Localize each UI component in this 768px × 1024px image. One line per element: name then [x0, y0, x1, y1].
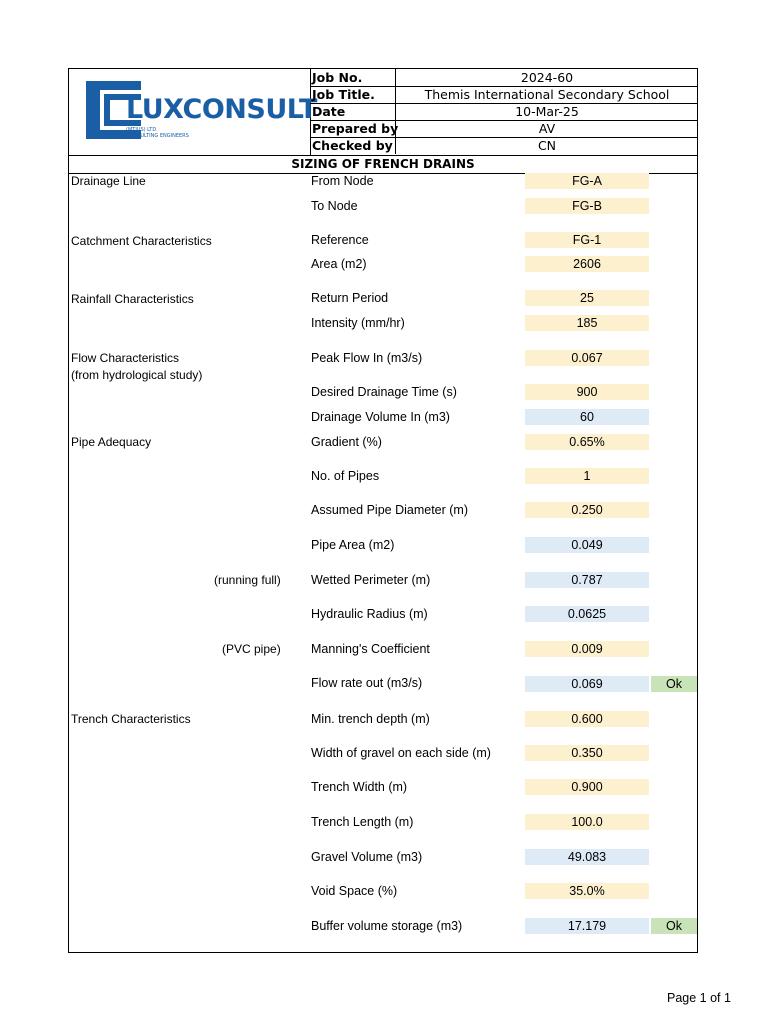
row-value-area: 2606: [525, 256, 649, 272]
section-pipe-adequacy: Pipe Adequacy: [71, 435, 152, 449]
header-row-job-no: [310, 69, 697, 87]
row-label-drainage-time: Desired Drainage Time (s): [311, 385, 457, 399]
note-pvc-pipe: (PVC pipe): [222, 642, 281, 656]
section-catchment: Catchment Characteristics: [71, 234, 212, 248]
row-value-trench-length: 100.0: [525, 814, 649, 830]
row-value-wetted-perimeter: 0.787: [525, 572, 649, 588]
row-value-pipe-area: 0.049: [525, 537, 649, 553]
row-value-intensity: 185: [525, 315, 649, 331]
logo-subtitle-line2: CONSULTING ENGINEERS: [126, 133, 189, 139]
section-flow-source: (from hydrological study): [71, 368, 203, 382]
row-label-buffer-volume: Buffer volume storage (m3): [311, 919, 463, 933]
page-number: Page 1 of 1: [667, 991, 731, 1005]
row-label-void-space: Void Space (%): [311, 884, 398, 898]
header-value: Themis International Secondary School: [395, 86, 698, 103]
header-row-job-title: [310, 86, 697, 104]
row-label-manning-coefficient: Manning's Coefficient: [311, 642, 430, 656]
row-value-gradient: 0.65%: [525, 434, 649, 450]
header-row-prepared-by: [310, 120, 697, 138]
logo-subtitle: [126, 127, 189, 139]
row-label-pipe-area: Pipe Area (m2): [311, 538, 395, 552]
row-label-gravel-width: Width of gravel on each side (m): [311, 746, 491, 760]
buffer-check-badge: Ok: [651, 918, 697, 934]
row-value-flow-rate-out: 0.069: [525, 676, 649, 692]
header-label: Job No.: [312, 70, 363, 85]
flow-check-badge: Ok: [651, 676, 697, 692]
row-value-drainage-time: 900: [525, 384, 649, 400]
calc-sheet: [68, 68, 698, 953]
row-value-manning-coefficient: 0.009: [525, 641, 649, 657]
row-label-wetted-perimeter: Wetted Perimeter (m): [311, 573, 431, 587]
row-label-gravel-volume: Gravel Volume (m3): [311, 850, 423, 864]
section-drainage-line: Drainage Line: [71, 174, 146, 188]
row-label-peak-flow: Peak Flow In (m3/s): [311, 351, 423, 365]
header-row-date: [310, 103, 697, 121]
header-label: Checked by: [312, 138, 393, 153]
header-value: AV: [395, 120, 698, 137]
row-label-area: Area (m2): [311, 257, 367, 271]
row-value-peak-flow: 0.067: [525, 350, 649, 366]
row-label-min-trench-depth: Min. trench depth (m): [311, 712, 430, 726]
row-value-min-trench-depth: 0.600: [525, 711, 649, 727]
row-label-no-of-pipes: No. of Pipes: [311, 469, 380, 483]
note-running-full: (running full): [214, 573, 281, 587]
row-label-trench-width: Trench Width (m): [311, 780, 408, 794]
header-label: Prepared by: [312, 121, 399, 136]
header-label: Date: [312, 104, 346, 119]
row-value-reference: FG-1: [525, 232, 649, 248]
row-value-gravel-width: 0.350: [525, 745, 649, 761]
header-value: 10-Mar-25: [395, 103, 698, 120]
row-value-drainage-volume: 60: [525, 409, 649, 425]
row-label-flow-rate-out: Flow rate out (m3/s): [311, 676, 423, 690]
header-label: Job Title.: [312, 87, 375, 102]
row-label-return-period: Return Period: [311, 291, 389, 305]
row-value-gravel-volume: 49.083: [525, 849, 649, 865]
row-value-no-of-pipes: 1: [525, 468, 649, 484]
row-value-pipe-diameter: 0.250: [525, 502, 649, 518]
row-label-gradient: Gradient (%): [311, 435, 382, 449]
logo-subtitle-line1: (MTIUS) LTD: [126, 127, 157, 133]
row-value-trench-width: 0.900: [525, 779, 649, 795]
section-rainfall: Rainfall Characteristics: [71, 292, 194, 306]
row-value-from-node: FG-A: [525, 173, 649, 189]
row-label-intensity: Intensity (mm/hr): [311, 316, 405, 330]
row-label-reference: Reference: [311, 233, 369, 247]
section-trench: Trench Characteristics: [71, 712, 191, 726]
row-value-void-space: 35.0%: [525, 883, 649, 899]
row-value-buffer-volume: 17.179: [525, 918, 649, 934]
row-value-to-node: FG-B: [525, 198, 649, 214]
row-value-hydraulic-radius: 0.0625: [525, 606, 649, 622]
row-label-to-node: To Node: [311, 199, 358, 213]
row-label-from-node: From Node: [311, 174, 374, 188]
row-label-trench-length: Trench Length (m): [311, 815, 414, 829]
header-row-checked-by: [310, 137, 697, 154]
header-value: 2024-60: [395, 69, 698, 86]
logo-brand: LUXCONSULT: [126, 94, 317, 125]
header-value: CN: [395, 137, 698, 154]
sheet-title: SIZING OF FRENCH DRAINS: [69, 155, 697, 174]
row-value-return-period: 25: [525, 290, 649, 306]
row-label-hydraulic-radius: Hydraulic Radius (m): [311, 607, 428, 621]
row-label-drainage-volume: Drainage Volume In (m3): [311, 410, 450, 424]
section-flow: Flow Characteristics: [71, 351, 180, 365]
logo-cell: [69, 69, 317, 156]
row-label-pipe-diameter: Assumed Pipe Diameter (m): [311, 503, 468, 517]
